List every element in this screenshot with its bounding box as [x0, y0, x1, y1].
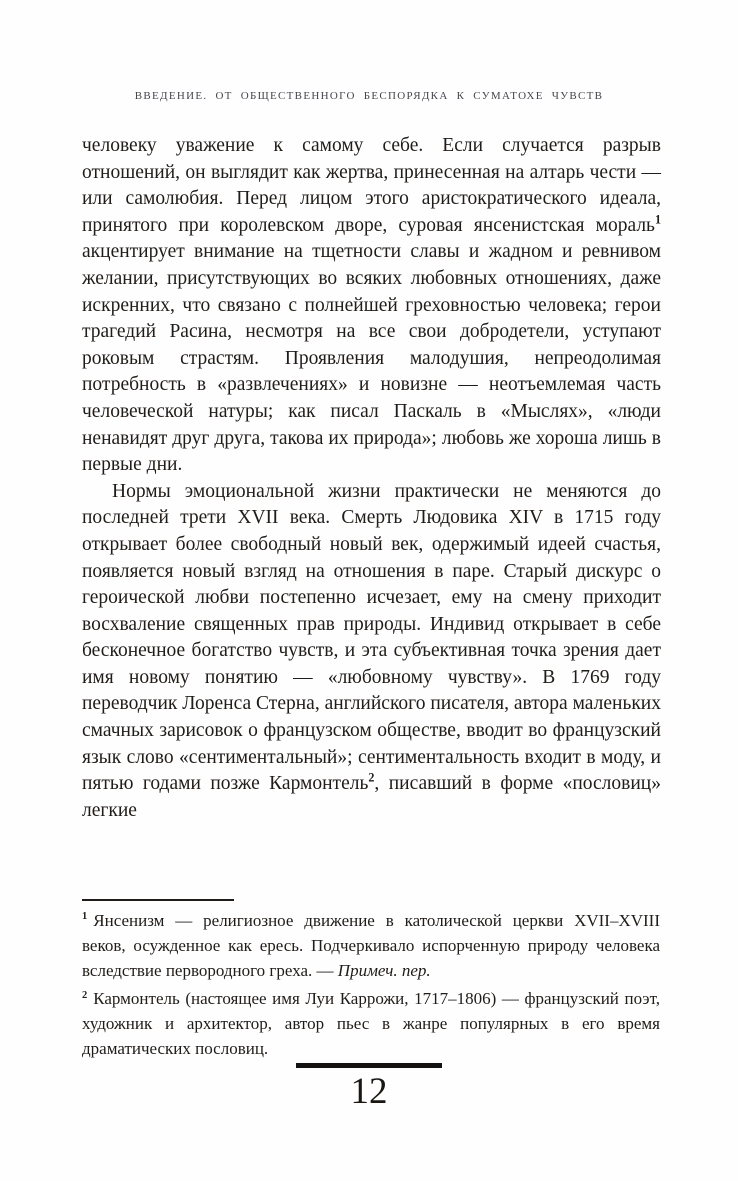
footnote-ref-2: 2 — [368, 770, 375, 785]
footnotes-section — [82, 899, 660, 1066]
paragraph-text: , писавший в форме «пословиц» легкие — [82, 773, 661, 821]
footnote-2 — [82, 987, 660, 1061]
footnote-1 — [82, 909, 660, 983]
paragraph-second — [82, 479, 661, 825]
footnote-marker: 1 — [82, 911, 88, 923]
footnote-text: Кармонтель (настоящее имя Луи Каррожи, 1717–1806) — французский поэт, художник и архитектор, автор пьес в жанре популярных в его время драматических пословиц. — [82, 989, 660, 1058]
running-header: ВВЕДЕНИЕ. ОТ ОБЩЕСТВЕННОГО БЕСПОРЯДКА К СУМАТОХЕ ЧУВСТВ — [134, 90, 604, 102]
footnote-ref-1: 1 — [654, 212, 661, 227]
translator-note: Примеч. пер. — [337, 960, 431, 980]
page-number: 12 — [350, 1071, 388, 1112]
page-footer — [0, 1063, 738, 1114]
footnote-separator — [82, 899, 234, 901]
page-number-rule — [296, 1063, 442, 1068]
paragraph-text: акцентирует внимание на тщетности славы и жадном и ревнивом желании, присутствующих во всяких любовных отношениях, даже искренних, что связано с полнейшей греховностью человека; герои трагедий Расина, несмотря на все свои добродетели, уступают роковым страстям. Проявления малодушия, непреодолимая потребность в «развлечениях» и новизне — неотъемлемая часть человеческой натуры; как писал Паскаль в «Мыслях», «люди ненавидят друг друга, такова их природа»; любовь же хороша лишь в первые дни. — [82, 241, 661, 476]
paragraph-first — [82, 133, 661, 479]
main-text — [82, 133, 661, 824]
paragraph-text: человеку уважение к самому себе. Если случается разрыв отношений, он выглядит как жертва, принесенная на алтарь чести — или самолюбия. Перед лицом этого аристократического идеала, принятого при королевском дворе, суровая янсенистская мораль — [82, 135, 661, 236]
footnote-marker: 2 — [82, 989, 88, 1001]
paragraph-text: Нормы эмоциональной жизни практически не меняются до последней трети XVII века. Смерть Людовика XIV в 1715 году открывает более свободный новый век, одержимый идеей счастья, появляется новый взгляд на отношения в паре. Старый дискурс о героической любви постепенно исчезает, ему на смену приходит восхваление священных прав природы. Индивид открывает в себе бесконечное богатство чувств, и эта субъективная точка зрения дает имя новому понятию — «любовному чувству». В 1769 году переводчик Лоренса Стерна, английского писателя, автора маленьких смачных зарисовок о французском обществе, вводит во французский язык слово «сентиментальный»; сентиментальность входит в моду, и пятью годами позже Кармонтель — [82, 480, 661, 795]
footnote-text: Янсенизм — религиозное движение в католической церкви XVII–XVIII веков, осужденное как ересь. Подчеркивало испорченную природу человека вследствие первородного греха. — — [82, 911, 660, 980]
